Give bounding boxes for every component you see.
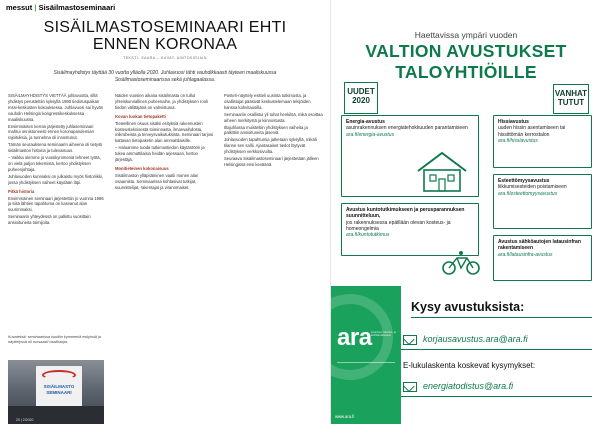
- paragraph: Seuraava Sisäilmastoseminaari järjestetään jälleen Helsingissä ensi keväänä.: [224, 156, 319, 167]
- paragraph: Posteri-näyttely esitteli uusinta tutkimusta, ja osallistujat pääsivät keskustelemaan tekijöiden kanssa kahvitauoilla.: [224, 93, 311, 110]
- grant-link[interactable]: ara.fi/hissiavustus: [498, 137, 538, 144]
- photo-caption: Kuvateksti: seminaarissa kuultiin kymmeniä esityksiä ja näyttelyssä oli runsaasti osallistujia.: [8, 335, 101, 344]
- paragraph: Juhlavuoden kunniaksi on julkaistu myös historiikki, jossa yhdistyksen vaiheet käydään läpi.: [8, 173, 104, 185]
- badge-old-familiar: [553, 84, 589, 114]
- ara-brand-panel: [331, 286, 401, 424]
- email-underline: [401, 349, 592, 350]
- section-prefix: messut: [6, 3, 33, 12]
- contact-title-rule: [411, 317, 592, 318]
- grant-link[interactable]: ara.fi/energia-avustus: [346, 131, 395, 138]
- house-icon: [412, 149, 472, 193]
- banner-text-line-1: SISÄILMASTO: [43, 384, 75, 389]
- grant-energy: [341, 115, 479, 197]
- headline-line-1: SISÄILMASTOSEMINAARI EHTI: [43, 19, 287, 36]
- grant-text: liikkumisesteiden poistamiseen: [498, 184, 567, 191]
- banner-text-line-2: SEMINAARI: [46, 390, 72, 395]
- badge-old-line-2: TUTUT: [557, 98, 585, 107]
- grant-text: jos rakennuksessa epäillään olevan kosteus- ja homeongelmia: [346, 219, 451, 232]
- byline: TEKSTI: SAARA – KUVAT: AINTOKIRJAIN: [123, 56, 207, 60]
- page-folio: 20 | 2/2020: [16, 418, 34, 422]
- badge-new-line-2: 2020: [352, 96, 370, 105]
- subheading: Pitkä historia: [8, 188, 35, 194]
- ara-website-link[interactable]: www.ara.fi: [335, 414, 355, 419]
- paragraph: Seminaariin osallistui yli tuhat henkilöä, mikä osoittaa aiheen merkitystä ja kiinnostusta.: [224, 111, 323, 123]
- grant-elevator: [493, 115, 592, 168]
- ad-title-line-1: VALTION AVUSTUKSET: [365, 41, 567, 61]
- paragraph: Juhlavuoden tapahtumia jatketaan syksyllä, mikäli tilanne sen sallii. Ajantasaiset tiedot löytyvät yhdistyksen verkkosivuilta.: [224, 137, 317, 155]
- banner-logo-arc: [42, 370, 76, 380]
- paragraph: SISÄILMAYHDISTYS VIETTÄÄ juhlavuotta, sillä yhdistys perustettiin syksyllä 1990 tiedotuspaikan Inssi-keskusten kokouksessa. Juhlavuosi sai hyvän vauhdin Helsingin kongressikeskuksessa maaliskuussa.: [8, 93, 104, 122]
- article-column-2: [115, 93, 214, 423]
- ad-title-line-2: TALOYHTIÖILLE: [395, 62, 537, 82]
- brand-divider: [337, 362, 395, 363]
- grant-title: Avustus kuntotutkimukseen ja perusparannuksen suunnitteluun,: [346, 207, 465, 220]
- energy-questions-label: E-lukulaskenta koskevat kysymykset:: [403, 361, 536, 370]
- grant-link[interactable]: ara.fi/esteettomyysavustus: [498, 190, 558, 197]
- grant-text: uuden hissin asentamiseen tai hissittömän kerrostalon: [498, 125, 566, 138]
- article-column-1: [8, 93, 104, 338]
- paragraph: – Haluamme tuoda tutkimustiedon käytäntöön ja tukea ammattilaisia heidän arjessaan, kertoo järjestäjä.: [115, 145, 205, 163]
- lead-paragraph: Sisäilmayhdistys täyttää 30 vuotta ylläolla 2020. Juhlavuosi tähti vauhdikkaasti täyteen maaliskuussa Sisäilmastoseminaarissa sekä juhlagaalassa.: [53, 70, 277, 83]
- subheading: Kovan luokan tietopaketti: [115, 113, 166, 119]
- envelope-icon: [403, 382, 417, 392]
- grant-ev-charging: [493, 235, 592, 281]
- envelope-icon: [403, 335, 417, 345]
- grant-link[interactable]: ara.fi/latausinfra-avustus: [498, 251, 553, 258]
- grant-title: Hissiavustus: [498, 119, 529, 125]
- seminar-photo: [8, 360, 104, 424]
- badge-old-line-1: VANHAT: [554, 89, 588, 98]
- grant-title: Esteettömyysavustus: [498, 178, 550, 184]
- paragraph: Tämän seurauksena seminaarin aiheena oli tietysti sisäilmaston historia ja tulevaisuus.: [8, 142, 103, 154]
- contact-title: Kysy avustuksista:: [411, 300, 525, 314]
- paragraph: Ensimmäisen kerran järjestetty juhlaseminaari mahtui onnistuneesti ennen koronapandemian rajoituksia, ja tunnelma oli innostunut.: [8, 123, 94, 141]
- section-divider: |: [34, 3, 37, 12]
- ad-intro: Haettavissa ympäri vuoden: [414, 30, 518, 40]
- badge-new-2020: [344, 82, 378, 114]
- bicycle-icon: [441, 250, 481, 276]
- article-column-3: [224, 93, 323, 423]
- email-underline: [401, 396, 592, 397]
- grant-condition-survey: [341, 203, 479, 256]
- paragraph: Iltajuhlassa muisteltiin yhdistyksen vaiheita ja palkittiin ansioituneita jäseniä.: [224, 124, 308, 136]
- paragraph: Ensimmäinen seminaari järjestettiin jo vuonna 1986 ja siitä lähtien tapahtuma on kasvanut alan suurimmaksi.: [8, 195, 104, 213]
- paragraph: Sisäilmaston ylläpitäminen vaatii monen alan osaamista. Seminaarissa kohtasivat tutkijat, suunnittelijat, rakentajat ja viranomaiset.: [115, 172, 199, 190]
- grant-accessibility: [493, 174, 592, 229]
- grant-title: Avustus sähköautojen latausinfran rakentamiseen: [498, 239, 581, 252]
- section-tag: [0, 3, 121, 15]
- paragraph: Seminaarin yhteydessä on palkittu vuosittain ansioituneita toimijoita.: [8, 214, 91, 226]
- email-grants-link[interactable]: korjausavustus.ara@ara.fi: [423, 334, 528, 344]
- badge-new-line-1: UUDET: [347, 87, 375, 96]
- grant-title: Energia-avustus: [346, 119, 385, 125]
- headline-line-2: ENNEN KORONAA: [92, 36, 238, 53]
- paragraph: – Vaikka olemme jo vuosikymmeniä tehneet työtä, on vielä paljon tekemistä, kertoo yhdistyksen puheenjohtaja.: [8, 155, 101, 172]
- paragraph: Näiden vuosien aikana sisäilmasta on tullut yhteiskunnallinen puheenaihe, ja yhdistyksen rooli tiedon välittäjänä on vahvistunut.: [115, 93, 208, 110]
- subheading: Monitieteinen kokonaisuus: [115, 165, 169, 171]
- grant-text: asuinrakennuksen energiatehokkuuden parantamiseen: [346, 125, 468, 132]
- grant-link[interactable]: ara.fi/kuntotutkimus: [346, 232, 390, 239]
- ara-logo: ara: [337, 324, 372, 351]
- ara-logo-tagline: Asumisen rahoitus- ja kehittämiskeskus: [371, 331, 396, 338]
- ara-advertisement: [330, 0, 600, 424]
- paragraph: Tieteellinen osuus sisälsi esityksiä rakennusten kosteusteknisestä toiminnasta, ilmanvaihdosta, mikrobeista ja terveysvaikutuksista. Seminaari tarjosi kattavan tietopaketin alan ammattilaisille.: [115, 120, 213, 144]
- section-title: Sisäilmastoseminaari: [38, 3, 116, 12]
- email-energy-link[interactable]: energiatodistus@ara.fi: [423, 381, 514, 391]
